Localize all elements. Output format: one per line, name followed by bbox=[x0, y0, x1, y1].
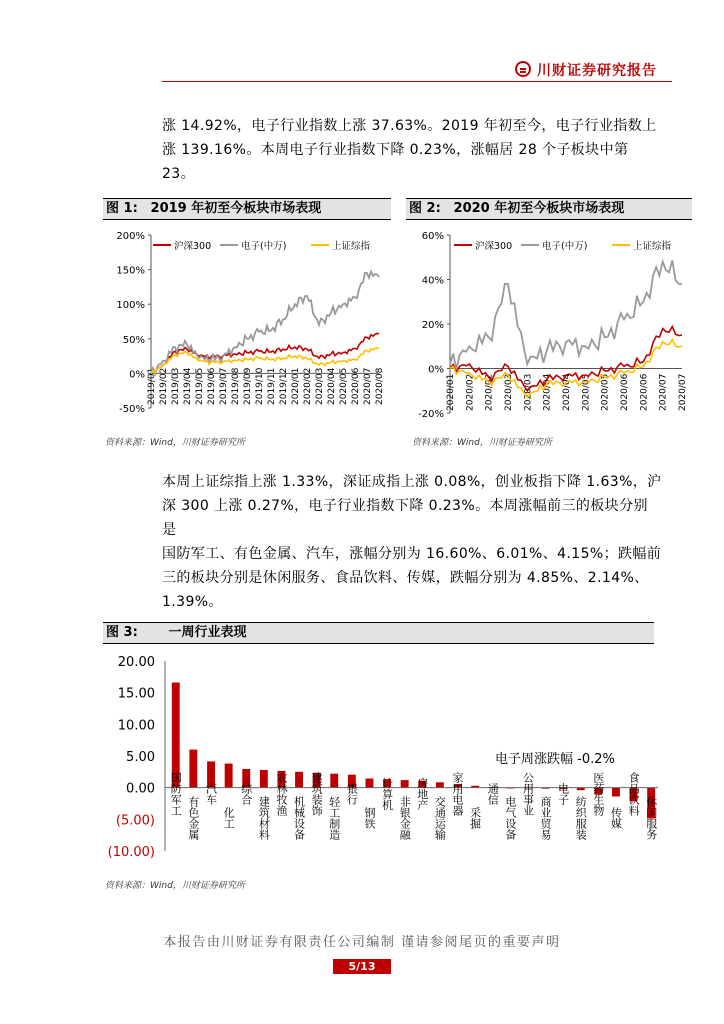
x-tick-label: 2020/07 bbox=[658, 373, 669, 411]
figure-2-source: 资料来源：Wind，川财证券研究所 bbox=[412, 438, 552, 448]
x-tick-label: 医药生物 bbox=[591, 771, 605, 816]
x-tick-label: 2019/01 bbox=[147, 367, 157, 405]
y-tick-label: 20% bbox=[421, 320, 444, 331]
bar-建筑材料 bbox=[260, 770, 268, 788]
y-tick-label: -50% bbox=[119, 404, 145, 415]
paragraph-line: 国防军工、有色金属、汽车，涨幅分别为 16.60%、6.01%、4.15%；跌幅前 bbox=[162, 546, 662, 562]
header-rule bbox=[162, 81, 672, 82]
y-tick-label: 5.00 bbox=[126, 750, 155, 765]
x-tick-label: 2020/07 bbox=[678, 373, 688, 411]
x-tick-label: 2020/04 bbox=[327, 367, 337, 405]
figure-3-header bbox=[103, 622, 654, 644]
x-tick-label: 2019/05 bbox=[195, 367, 205, 405]
figure-1-source: 资料来源：Wind，川财证券研究所 bbox=[105, 438, 245, 448]
x-tick-label: 休闲服务 bbox=[644, 795, 658, 840]
x-tick-label: 电气设备 bbox=[503, 795, 517, 840]
paragraph-2 bbox=[162, 470, 662, 614]
x-tick-label: 2020/03 bbox=[523, 373, 534, 411]
x-tick-label: 非银金融 bbox=[398, 795, 412, 840]
chart-annotation: 电子周涨跌幅 -0.2% bbox=[495, 752, 615, 767]
bar-化工 bbox=[225, 764, 233, 788]
paragraph-1 bbox=[162, 114, 662, 186]
x-tick-label: 2019/09 bbox=[243, 367, 253, 405]
x-tick-label: 机械设备 bbox=[292, 795, 306, 840]
paragraph-line: 本周上证综指上涨 1.33%，深证成指上涨 0.08%，创业板指下降 1.63%，沪 bbox=[162, 474, 662, 490]
bar-交通运输 bbox=[436, 782, 444, 787]
figure-1-title: 2019 年初至今板块市场表现 bbox=[150, 201, 322, 216]
x-tick-label: 采掘 bbox=[468, 806, 482, 829]
figure-2-chart bbox=[406, 222, 696, 432]
x-tick-label: 2020/01 bbox=[446, 373, 456, 411]
figure-2-number: 图 2: bbox=[409, 201, 441, 216]
x-tick-label: 国防军工 bbox=[169, 771, 183, 816]
bar-轻工制造 bbox=[330, 774, 338, 788]
x-tick-label: 2020/06 bbox=[620, 373, 630, 411]
y-tick-label: -20% bbox=[418, 409, 444, 420]
figure-1-number: 图 1: bbox=[106, 201, 138, 216]
x-tick-label: 家用电器 bbox=[451, 771, 465, 816]
bar-机械设备 bbox=[295, 772, 303, 788]
x-tick-label: 2020/05 bbox=[600, 373, 611, 411]
y-tick-label: 150% bbox=[116, 265, 145, 277]
x-tick-label: 轻工制造 bbox=[327, 795, 341, 840]
page-number-badge bbox=[0, 955, 724, 974]
x-tick-label: 公用事业 bbox=[521, 771, 535, 816]
y-tick-label: 0.00 bbox=[126, 781, 155, 797]
x-tick-label: 农林牧渔 bbox=[274, 771, 288, 816]
figure-1-header bbox=[103, 198, 391, 220]
y-tick-label: 200% bbox=[116, 231, 145, 242]
x-tick-label: 2019/03 bbox=[171, 367, 181, 405]
x-tick-label: 2019/10 bbox=[255, 367, 265, 405]
bar-非银金融 bbox=[401, 780, 409, 788]
bar-有色金属 bbox=[189, 750, 197, 788]
x-tick-label: 2020/05 bbox=[581, 373, 592, 411]
figure-3-number: 图 3: bbox=[106, 625, 138, 640]
x-tick-label: 2020/07 bbox=[363, 367, 373, 405]
figure-3-source: 资料来源：Wind，川财证券研究所 bbox=[105, 881, 245, 891]
x-tick-label: 交通运输 bbox=[433, 795, 447, 840]
x-tick-label: 商业贸易 bbox=[539, 795, 553, 840]
x-tick-label: 电子 bbox=[556, 782, 570, 805]
figure-3-title: 一周行业表现 bbox=[168, 625, 247, 640]
y-tick-label: 0% bbox=[129, 369, 145, 381]
paragraph-line: 1.39%。 bbox=[162, 594, 223, 610]
x-tick-label: 2020/03 bbox=[504, 373, 514, 411]
x-tick-label: 2019/07 bbox=[219, 367, 229, 405]
figure-2-title: 2020 年初至今板块市场表现 bbox=[453, 201, 625, 216]
y-tick-label: 50% bbox=[122, 334, 145, 346]
figure-3-chart bbox=[103, 646, 663, 866]
legend-label: 上证综指 bbox=[633, 241, 672, 252]
x-tick-label: 2019/08 bbox=[231, 367, 241, 405]
x-tick-label: 2019/04 bbox=[183, 367, 193, 405]
y-tick-label: 10.00 bbox=[117, 718, 155, 734]
footer-disclaimer: 本报告由川财证券有限责任公司编制 谨请参阅尾页的重要声明 bbox=[163, 935, 561, 950]
y-tick-label: (5.00) bbox=[115, 813, 155, 829]
y-tick-label: 0% bbox=[428, 364, 444, 376]
figure-2-header bbox=[406, 198, 692, 220]
x-tick-label: 建筑材料 bbox=[257, 795, 271, 840]
x-tick-label: 传媒 bbox=[609, 806, 623, 829]
x-tick-label: 2020/05 bbox=[339, 367, 349, 405]
y-tick-label: 40% bbox=[421, 275, 444, 287]
page-number: 5/13 bbox=[333, 959, 392, 974]
x-tick-label: 2019/11 bbox=[267, 367, 277, 405]
series-line-1 bbox=[450, 260, 682, 369]
x-tick-label: 2020/02 bbox=[465, 373, 476, 411]
paragraph-line: 三的板块分别是休闲服务、食品饮料、传媒，跌幅分别为 4.85%、2.14%、 bbox=[162, 570, 649, 586]
company-logo-icon bbox=[515, 61, 531, 77]
y-tick-label: 20.00 bbox=[117, 655, 155, 670]
legend-label: 电子(中万) bbox=[542, 241, 588, 252]
x-tick-label: 2019/02 bbox=[159, 367, 169, 405]
x-tick-label: 钢铁 bbox=[362, 806, 376, 829]
y-tick-label: (10.00) bbox=[107, 845, 155, 860]
x-tick-label: 2020/03 bbox=[315, 367, 325, 405]
legend-label: 电子(中万) bbox=[241, 241, 287, 252]
x-tick-label: 2020/04 bbox=[542, 373, 553, 411]
x-tick-label: 计算机 bbox=[380, 777, 394, 811]
x-tick-label: 汽车 bbox=[204, 782, 218, 805]
x-tick-label: 2020/08 bbox=[375, 367, 385, 405]
x-tick-label: 2020/02 bbox=[484, 373, 495, 411]
x-tick-label: 2019/06 bbox=[207, 367, 217, 405]
x-tick-label: 化工 bbox=[222, 806, 236, 829]
y-tick-label: 60% bbox=[421, 231, 444, 242]
bar-钢铁 bbox=[366, 779, 374, 788]
x-tick-label: 银行 bbox=[345, 782, 359, 805]
x-tick-label: 纺织服装 bbox=[574, 795, 588, 840]
x-tick-label: 有色金属 bbox=[186, 795, 200, 840]
x-tick-label: 房地产 bbox=[415, 777, 429, 811]
paragraph-line: 涨 139.16%。本周电子行业指数下降 0.23%，涨幅居 28 个子板块中第 23。 bbox=[162, 142, 629, 182]
x-tick-label: 2020/06 bbox=[351, 367, 361, 405]
x-tick-label: 建筑装饰 bbox=[310, 771, 324, 816]
legend-label: 上证综指 bbox=[332, 241, 371, 252]
figure-1-chart bbox=[103, 222, 393, 432]
x-tick-label: 2020/01 bbox=[291, 367, 301, 405]
paragraph-line: 深 300 上涨 0.27%，电子行业指数下降 0.23%。本周涨幅前三的板块分别是 bbox=[162, 498, 648, 538]
x-tick-label: 综合 bbox=[239, 782, 253, 805]
legend-label: 沪深300 bbox=[475, 241, 513, 252]
bar-传媒 bbox=[612, 788, 620, 797]
legend-label: 沪深300 bbox=[174, 241, 212, 252]
y-tick-label: 100% bbox=[116, 300, 145, 312]
y-tick-label: 15.00 bbox=[117, 686, 155, 702]
x-tick-label: 2020/04 bbox=[562, 373, 572, 411]
report-header-title: 川财证券研究报告 bbox=[537, 63, 657, 79]
x-tick-label: 食品饮料 bbox=[627, 771, 641, 816]
x-tick-label: 通信 bbox=[486, 782, 500, 805]
x-tick-label: 2020/06 bbox=[639, 373, 650, 411]
x-tick-label: 2020/02 bbox=[303, 367, 313, 405]
x-tick-label: 2019/12 bbox=[279, 367, 289, 405]
paragraph-line: 涨 14.92%，电子行业指数上涨 37.63%。2019 年初至今，电子行业指数上 bbox=[162, 118, 657, 134]
